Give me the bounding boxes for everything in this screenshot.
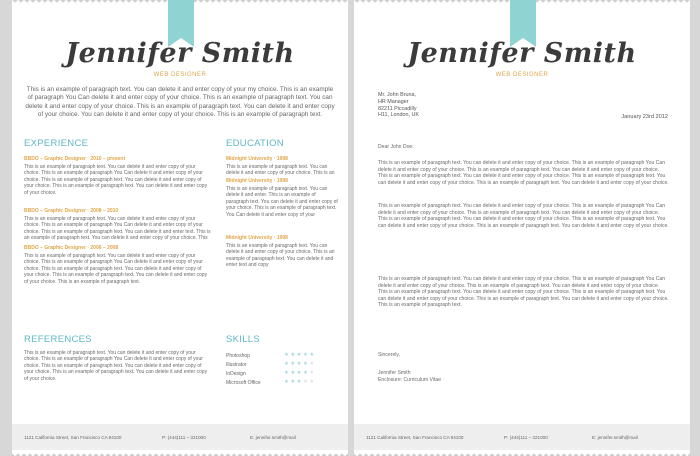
skills-heading: SKILLS: [226, 334, 261, 345]
bookmark-ribbon-icon: [510, 0, 536, 38]
footer-phone: P: (444)111 – 321000: [504, 435, 548, 440]
letter-footer: [354, 424, 690, 450]
letter-paragraph: This is an example of paragraph text. You can delete it and enter copy of your choice. This is an example of paragraph You Can delete it and enter copy of your choice. This is an example of paragraph text. You can delete it and enter copy of your choice. This is an example of paragraph text. You can delete it and enter copy of your choice. This is an example of paragraph text. You can delete it and enter copy of your choice. This is an example of paragraph text. You can delete it and enter copy of your choice. This is an example of paragraph text.: [378, 276, 669, 309]
resume-page: [12, 0, 348, 456]
job-title: BBDO – Graphic Designer · 2006 – 2008: [24, 245, 119, 251]
rating-stars: ★★★★★: [284, 379, 316, 385]
job-description: This is an example of paragraph text. You can delete it and enter copy of your choice. This is an example of paragraph You Can delete it and enter copy of your choice. This is an example of paragraph text. You can delete it and enter copy of your choice. This is an example of paragraph text. You can delete it and enter copy of your choice. This is an example of paragraph text.: [24, 253, 208, 285]
skill-label: Photoshop: [226, 353, 250, 359]
job-description: This is an example of paragraph text. You can delete it and enter copy of your choice. This is an example of paragraph You Can delete it and enter copy of your choice. This is an example of paragraph text. You can delete it and enter copy of your choice. This is an example of paragraph text. You can delete it and enter copy of your choice.: [24, 164, 208, 196]
references-text: This is an example of paragraph text. You can delete it and enter copy of your choice. This is an example of paragraph You Can delete it and enter copy of your choice. This is an example of paragraph text. You can delete it and enter copy of your choice. This is an example of paragraph text. You can delete it and enter copy of your choice.: [24, 350, 208, 382]
letter-paragraph: This is an example of paragraph text. You can delete it and enter copy of your choice. This is an example of paragraph You Can delete it and enter copy of your choice. This is an example of paragraph text. You can delete it and enter copy of your choice. This is an example of paragraph text. You can delete it and enter copy of your choice. This is an example of paragraph text. You can delete it and enter copy of your choice. This is an example of paragraph text. You can delete it and enter copy of your choice.: [378, 160, 669, 186]
footer-address: 1121 California Street, San Francisco CA 94100: [366, 435, 464, 440]
recipient-line: Mr. John Bruna,: [378, 92, 417, 98]
recipient-line: 82211 Piccadilly: [378, 105, 417, 112]
footer-email: E: jennifer.smith@mail: [592, 435, 638, 440]
letter-subtitle: WEB DESIGNER: [495, 72, 549, 78]
zigzag-border-bottom: [12, 450, 348, 456]
education-title: Midnight University · 1998: [226, 156, 288, 162]
zigzag-border-bottom: [354, 450, 690, 456]
recipient-line: H11, London, UK: [378, 112, 419, 119]
footer-email: E: jennifer.smith@mail: [250, 435, 296, 440]
skill-label: Microsoft Office: [226, 380, 261, 386]
cover-letter-page: [354, 0, 690, 456]
signature-name: Jennifer Smith: [378, 370, 411, 376]
footer-phone: P: (444)111 – 321000: [162, 435, 206, 440]
rating-stars: ★★★★★: [284, 352, 316, 358]
education-description: This is an example of paragraph text. You can delete it and enter copy of your choice. This is an example of paragraph text. You can delete it and enter text and copy: [226, 243, 335, 269]
education-title: Midnight University · 1998: [226, 178, 288, 184]
education-description: This is an example of paragraph text. You can delete it and enter. This is an example of paragraph text. You can delete it and enter copy of your choice. This is an example of paragraph text. You Can delete it and enter copy of your: [226, 186, 338, 218]
rating-stars: ★★★★★: [284, 361, 316, 367]
salutation: Dear John Doe:: [378, 144, 414, 150]
skill-label: InDesign: [226, 371, 246, 377]
letter-date: January 23rd 2012: [621, 114, 668, 120]
job-description: This is an example of paragraph text. You can delete it and enter copy of your choice. This is an example of paragraph You Can delete it and enter copy of your choice. This is an example of paragraph text. You can delete it and enter text. This is an example of paragraph text. You can delete it and enter copy of your choice. This: [24, 216, 211, 242]
bookmark-ribbon-icon: [168, 0, 194, 38]
job-title: BBDO – Graphic Designer · 2010 – present: [24, 156, 126, 162]
recipient-line: HR Manager: [378, 98, 409, 105]
education-title: Midnight University · 1998: [226, 235, 288, 241]
references-heading: REFERENCES: [24, 334, 92, 345]
letter-paragraph: This is an example of paragraph text. You can delete it and enter copy of your choice. This is an example of paragraph You Can delete it and enter copy of your choice. This is an example of paragraph text. You can delete it and enter copy of your choice. This is an example of paragraph text. You can delete it and enter copy of your choice. This is an example of paragraph text. You can delete it and enter copy of your choice. This is an example of paragraph text. You can delete it and enter copy of your choice.: [378, 203, 669, 229]
experience-heading: EXPERIENCE: [24, 138, 89, 149]
closing: Sincerely,: [378, 352, 400, 358]
resume-name: Jennifer Smith: [65, 38, 295, 69]
education-heading: EDUCATION: [226, 138, 284, 149]
resume-subtitle: WEB DESIGNER: [153, 72, 207, 78]
skill-label: Illustrator: [226, 362, 247, 368]
enclosure: Enclosure: Curriculum Vitae: [378, 377, 442, 383]
letter-name: Jennifer Smith: [407, 38, 637, 69]
rating-stars: ★★★★★: [284, 370, 316, 376]
footer-address: 1121 California Street, San Francisco CA 94100: [24, 435, 122, 440]
resume-footer: [12, 424, 348, 450]
resume-intro: This is an example of paragraph text. You can delete it and enter copy of your my choice. This is an example of paragraph You Can delete it and enter copy of your choice. This is an example of paragraph text. You can delete it and enter copy of your choice. This is an example of paragraph text. You can delete it and enter copy of your choice. You can delete it and enter copy of your choice. This is an example of paragraph text.: [25, 86, 335, 119]
job-title: BBDO – Graphic Designer · 2008 – 2010: [24, 208, 119, 214]
education-description: This is an example of paragraph text. You can delete it and enter copy of your choice. This is an: [226, 164, 335, 177]
recipient-address: [378, 92, 419, 119]
